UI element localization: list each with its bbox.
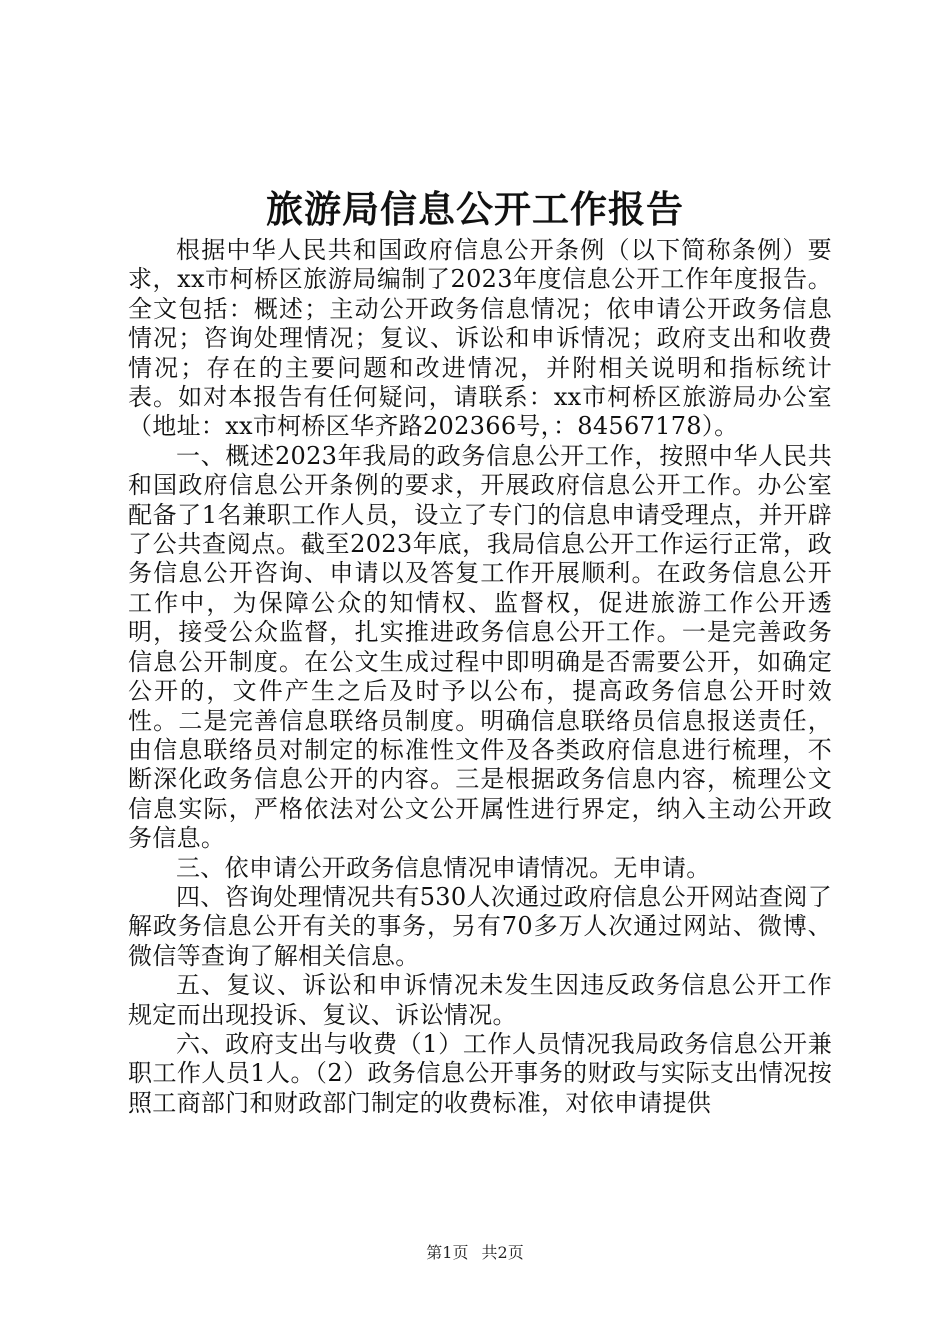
- paragraph-overview: 一、概述2023年我局的政务信息公开工作，按照中华人民共和国政府信息公开条例的要求，开展政府信息公开工作。办公室配备了1名兼职工作人员，设立了专门的信息申请受理点，并开辟了公共查阅点。截至2023年底，我局信息公开工作运行正常，政务信息公开咨询、申请以及答复工作开展顺利。在政务信息公开工作中，为保障公众的知情权、监督权，促进旅游工作公开透明，接受公众监督，扎实推进政务信息公开工作。一是完善政务信息公开制度。在公文生成过程中即明确是否需要公开，如确定公开的，文件产生之后及时予以公布，提高政务信息公开时效性。二是完善信息联络员制度。明确信息联络员信息报送责任，由信息联络员对制定的标准性文件及各类政府信息进行梳理，不断深化政务信息公开的内容。三是根据政务信息内容，梳理公文信息实际，严格依法对公文公开属性进行界定，纳入主动公开政务信息。: [128, 441, 832, 853]
- page-number-current: 第1页: [426, 1243, 469, 1262]
- page-footer: [0, 1242, 950, 1264]
- paragraph-appeals: 五、复议、诉讼和申诉情况未发生因违反政务信息公开工作规定而出现投诉、复议、诉讼情况。: [128, 971, 832, 1029]
- paragraph-consultation: 四、咨询处理情况共有530人次通过政府信息公开网站查阅了解政务信息公开有关的事务，另有70多万人次通过网站、微博、微信等查询了解相关信息。: [128, 882, 832, 970]
- document-body: [128, 236, 832, 1118]
- paragraph-applications: 三、依申请公开政务信息情况申请情况。无申请。: [176, 853, 711, 882]
- paragraph-intro: 根据中华人民共和国政府信息公开条例（以下简称条例）要求，xx市柯桥区旅游局编制了2023年度信息公开工作年度报告。全文包括：概述；主动公开政务信息情况；依申请公开政务信息情况；咨询处理情况；复议、诉讼和申诉情况；政府支出和收费情况；存在的主要问题和改进情况，并附相关说明和指标统计表。如对本报告有任何疑问，请联系：xx市柯桥区旅游局办公室（地址：xx市柯桥区华齐路202366号，：84567178）。: [128, 236, 832, 441]
- page-number-total: 共2页: [481, 1243, 524, 1262]
- document-title: 旅游局信息公开工作报告: [266, 187, 684, 231]
- paragraph-expenditure: 六、政府支出与收费（1）工作人员情况我局政务信息公开兼职工作人员1人。（2）政务信息公开事务的财政与实际支出情况按照工商部门和财政部门制定的收费标准，对依申请提供: [128, 1029, 832, 1117]
